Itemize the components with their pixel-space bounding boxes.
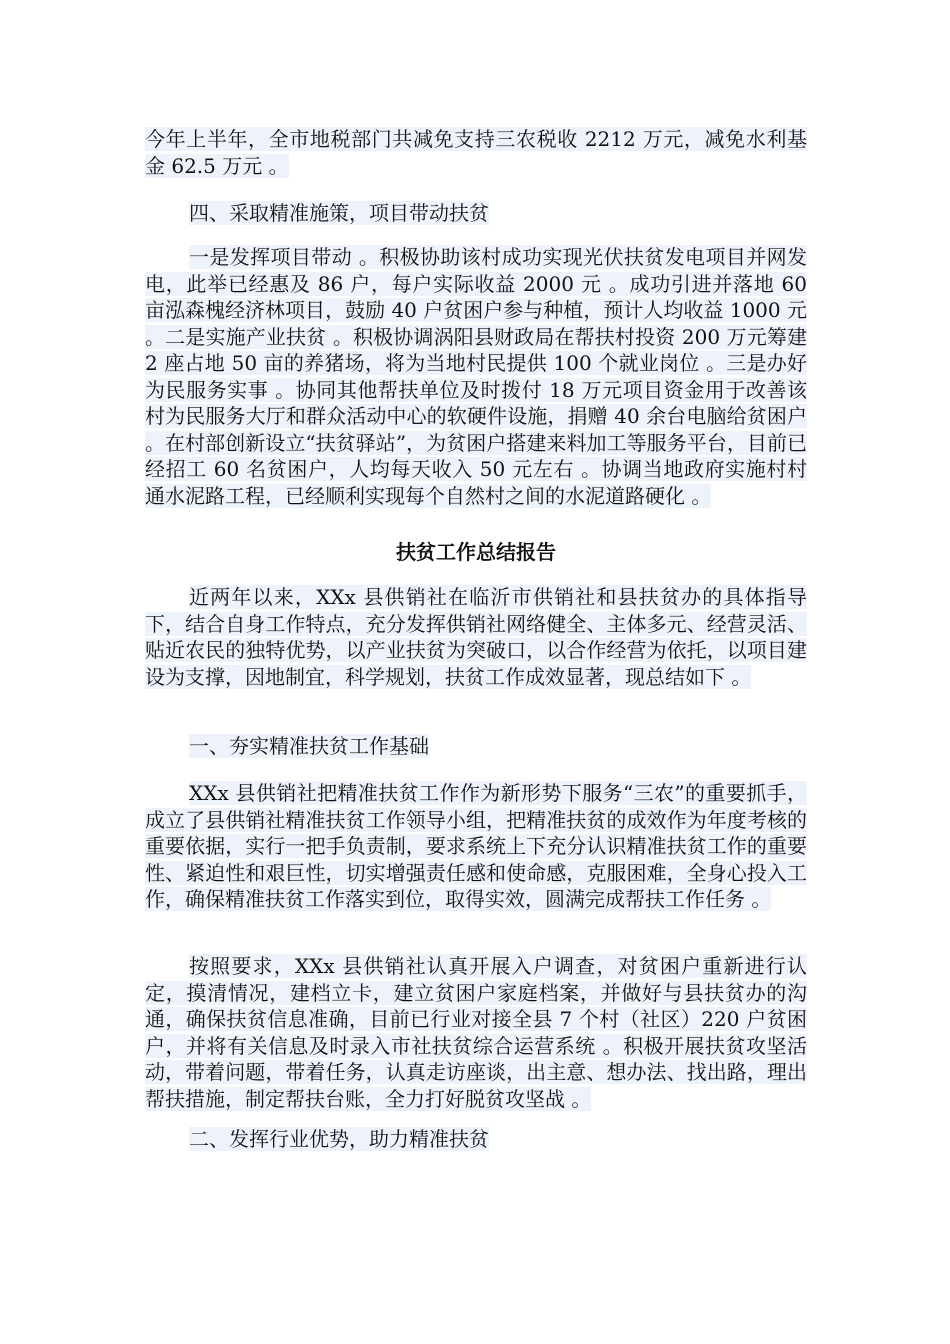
paragraph-tax-relief xyxy=(145,126,807,179)
section-heading-1 xyxy=(145,733,807,760)
paragraph-introduction xyxy=(145,584,807,690)
section-heading-2 xyxy=(145,1126,807,1153)
paragraph-foundation-text: XXx 县供销社把精准扶贫工作作为新形势下服务“三农”的重要抓手，成立了县供销社精准扶贫工作领导小组，把精准扶贫的成效作为年度考核的重要依据，实行一把手负责制，要求系统上下充分认识精准扶贫工作的重要性、紧迫性和艰巨性，切实增强责任感和使命感，克服困难，全身心投入工作，确保精准扶贫工作落实到位，取得实效，圆满完成帮扶工作任务 。 xyxy=(145,781,807,911)
section-heading-4-text: 四、采取精准施策，项目带动扶贫 xyxy=(189,201,489,225)
paragraph-household-survey-text: 按照要求，XXx 县供销社认真开展入户调查，对贫困户重新进行认定，摸清情况，建档立卡，建立贫困户家庭档案，并做好与县扶贫办的沟通，确保扶贫信息准确，目前已行业对接全县 7 个村（社区）220 户贫困户，并将有关信息及时录入市社扶贫综合运营系统 。积极开展扶贫攻坚活动，带着问题，带着任务，认真走访座谈，出主意、想办法、找出路，理出帮扶措施，制定帮扶台账，全力打好脱贫攻坚战 。 xyxy=(145,954,807,1111)
paragraph-foundation xyxy=(145,780,807,913)
report-title xyxy=(145,538,807,566)
paragraph-household-survey xyxy=(145,953,807,1112)
section-heading-4 xyxy=(145,200,807,227)
paragraph-introduction-text: 近两年以来，XXx 县供销社在临沂市供销社和县扶贫办的具体指导下，结合自身工作特点，充分发挥供销社网络健全、主体多元、经营灵活、贴近农民的独特优势，以产业扶贫为突破口，以合作经营为依托，以项目建设为支撑，因地制宜，科学规划，扶贫工作成效显著，现总结如下 。 xyxy=(145,585,807,689)
paragraph-project-poverty-relief-text: 一是发挥项目带动 。积极协助该村成功实现光伏扶贫发电项目并网发电，此举已经惠及 86 户，每户实际收益 2000 元 。成功引进并落地 60 亩泓森槐经济林项目，鼓励 40 户贫困户参与种植，预计人均收益 1000 元 。二是实施产业扶贫 。积极协调涡阳县财政局在帮扶村投资 200 万元筹建 2 座占地 50 亩的养猪场，将为当地村民提供 100 个就业岗位 。三是办好为民服务实事 。协同其他帮扶单位及时拨付 18 万元项目资金用于改善该村为民服务大厅和群众活动中心的软硬件设施，捐赠 40 余台电脑给贫困户 。在村部创新设立“扶贫驿站”，为贫困户搭建来料加工等服务平台，目前已经招工 60 名贫困户，人均每天收入 50 元左右 。协调当地政府实施村村通水泥路工程，已经顺利实现每个自然村之间的水泥道路硬化 。 xyxy=(145,245,807,508)
section-heading-1-text: 一、夯实精准扶贫工作基础 xyxy=(189,734,429,758)
paragraph-tax-relief-text: 今年上半年，全市地税部门共减免支持三农税收 2212 万元，减免水利基金 62.5 万元 。 xyxy=(145,127,807,178)
paragraph-project-poverty-relief xyxy=(145,244,807,509)
report-title-text: 扶贫工作总结报告 xyxy=(396,540,556,564)
section-heading-2-text: 二、发挥行业优势，助力精准扶贫 xyxy=(189,1127,489,1151)
